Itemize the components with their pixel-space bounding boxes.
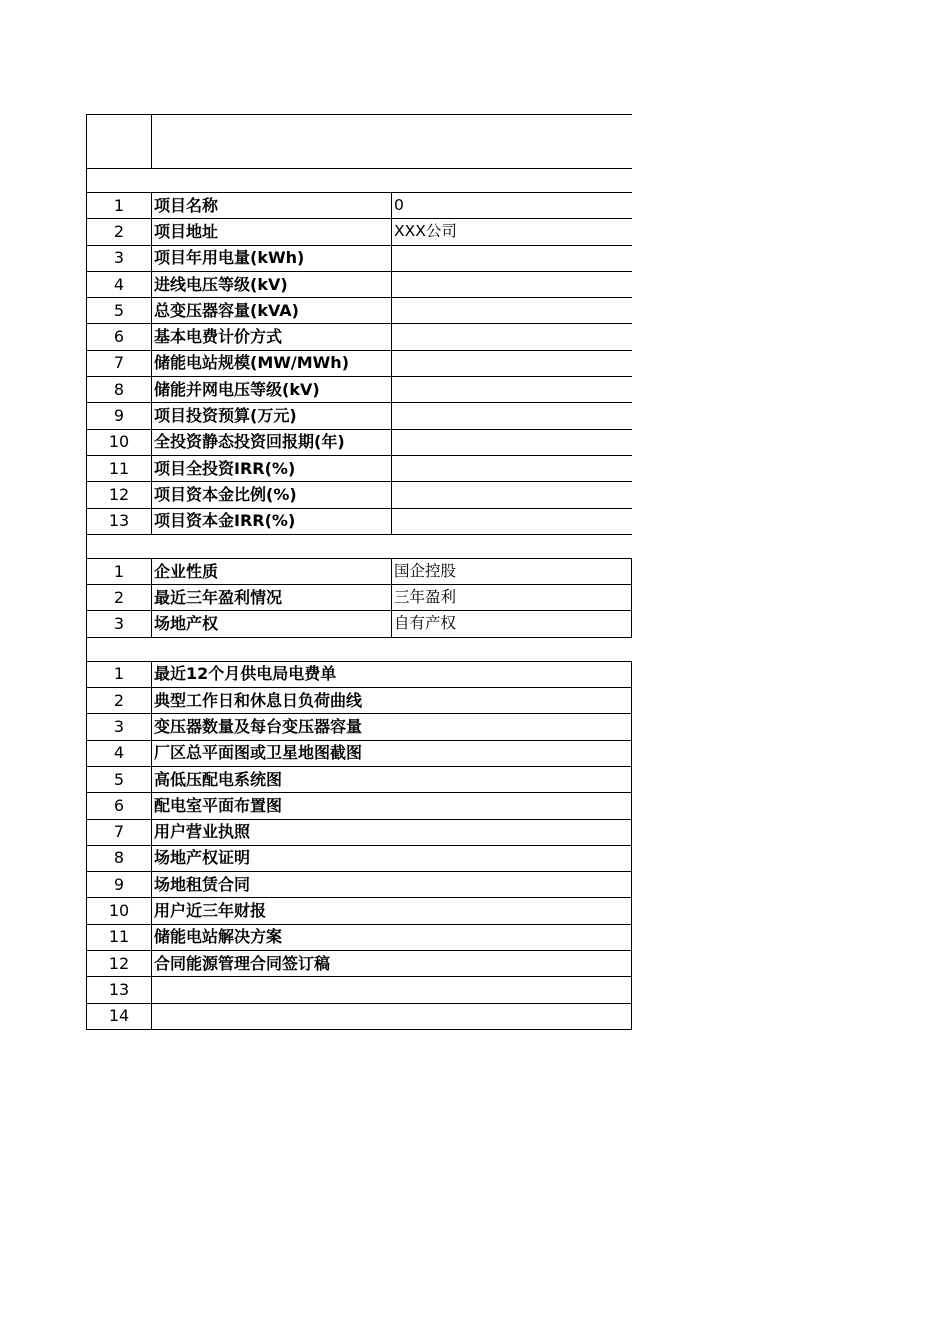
row-label[interactable]: 用户近三年财报 <box>154 901 267 921</box>
row-label[interactable]: 高低压配电系统图 <box>154 769 283 789</box>
row-label: 项目全投资IRR(%) <box>152 456 392 481</box>
row-label[interactable] <box>152 977 631 1002</box>
row-number: 14 <box>87 1004 152 1029</box>
table-row <box>86 272 632 298</box>
row-value[interactable] <box>392 509 632 534</box>
table-row <box>86 793 632 819</box>
row-number: 3 <box>87 246 152 271</box>
row-value[interactable]: XXX公司 <box>394 222 457 241</box>
row-label[interactable]: 用户营业执照 <box>154 822 251 842</box>
row-number: 7 <box>87 351 152 376</box>
row-label[interactable]: 厂区总平面图或卫星地图截图 <box>154 743 363 763</box>
row-label: 项目资本金比例(%) <box>152 482 392 507</box>
row-label: 场地产权 <box>152 611 392 636</box>
row-label: 项目地址 <box>152 219 392 244</box>
table-row <box>86 430 632 456</box>
table-row <box>86 482 632 508</box>
row-label[interactable] <box>152 1004 631 1029</box>
table-row <box>86 509 632 535</box>
row-number: 9 <box>87 403 152 428</box>
row-number: 2 <box>87 219 152 244</box>
table-row <box>86 377 632 403</box>
row-value[interactable]: 国企控股 <box>394 561 457 580</box>
row-value[interactable] <box>392 456 632 481</box>
row-label: 基本电费计价方式 <box>152 324 392 349</box>
table-row <box>86 820 632 846</box>
row-label: 企业性质 <box>152 559 392 584</box>
row-number: 5 <box>87 767 152 792</box>
row-number: 13 <box>87 509 152 534</box>
table-row <box>86 193 632 219</box>
section-spacer-documents <box>86 638 632 662</box>
table-row <box>86 611 632 637</box>
table-row <box>86 246 632 272</box>
table-row <box>86 403 632 429</box>
row-number: 4 <box>87 272 152 297</box>
table-row <box>86 898 632 924</box>
row-label[interactable]: 典型工作日和休息日负荷曲线 <box>154 690 363 710</box>
section-spacer-project <box>86 169 632 193</box>
row-value[interactable] <box>392 377 632 402</box>
row-label: 项目资本金IRR(%) <box>152 509 392 534</box>
row-label: 进线电压等级(kV) <box>152 272 392 297</box>
row-number: 8 <box>87 846 152 871</box>
row-value[interactable] <box>392 246 632 271</box>
row-number: 1 <box>87 662 152 687</box>
row-number: 1 <box>87 559 152 584</box>
row-label[interactable]: 变压器数量及每台变压器容量 <box>154 716 363 736</box>
row-number: 12 <box>87 951 152 976</box>
table-row <box>86 741 632 767</box>
table-row <box>86 688 632 714</box>
table-row <box>86 298 632 324</box>
row-number: 3 <box>87 611 152 636</box>
row-value[interactable] <box>392 482 632 507</box>
row-value[interactable] <box>392 272 632 297</box>
row-label: 储能并网电压等级(kV) <box>152 377 392 402</box>
header-num-cell[interactable] <box>87 115 152 168</box>
header-title-cell[interactable] <box>152 115 632 168</box>
row-value[interactable]: 自有产权 <box>394 614 457 633</box>
row-number: 10 <box>87 898 152 923</box>
row-label: 项目名称 <box>152 193 392 218</box>
spreadsheet <box>86 114 632 1030</box>
row-value[interactable] <box>392 298 632 323</box>
table-row <box>86 872 632 898</box>
row-label[interactable]: 场地产权证明 <box>154 848 251 868</box>
row-number: 4 <box>87 741 152 766</box>
row-label: 总变压器容量(kVA) <box>152 298 392 323</box>
row-number: 6 <box>87 324 152 349</box>
table-row <box>86 324 632 350</box>
table-row <box>86 951 632 977</box>
table-row <box>86 219 632 245</box>
table-row <box>86 662 632 688</box>
row-value[interactable] <box>392 324 632 349</box>
row-value[interactable]: 0 <box>394 195 404 214</box>
row-number: 1 <box>87 193 152 218</box>
row-number: 9 <box>87 872 152 897</box>
row-number: 2 <box>87 585 152 610</box>
row-value[interactable]: 三年盈利 <box>394 588 457 607</box>
project-info-section <box>86 193 632 535</box>
row-number: 6 <box>87 793 152 818</box>
row-label[interactable]: 场地租赁合同 <box>154 874 251 894</box>
table-row <box>86 456 632 482</box>
table-row <box>86 925 632 951</box>
table-row <box>86 977 632 1003</box>
row-label: 储能电站规模(MW/MWh) <box>152 351 392 376</box>
table-row <box>86 767 632 793</box>
row-label: 项目投资预算(万元) <box>152 403 392 428</box>
row-label: 最近三年盈利情况 <box>152 585 392 610</box>
table-row <box>86 714 632 740</box>
row-number: 3 <box>87 714 152 739</box>
company-info-section <box>86 559 632 638</box>
table-row <box>86 351 632 377</box>
table-row <box>86 1004 632 1030</box>
table-row <box>86 585 632 611</box>
row-label[interactable]: 合同能源管理合同签订稿 <box>154 953 331 973</box>
section-spacer-company <box>86 535 632 559</box>
row-label: 项目年用电量(kWh) <box>152 246 392 271</box>
row-number: 2 <box>87 688 152 713</box>
row-value[interactable] <box>392 403 632 428</box>
row-value[interactable] <box>392 351 632 376</box>
documents-section <box>86 662 632 1030</box>
row-label[interactable]: 最近12个月供电局电费单 <box>154 664 337 684</box>
row-number: 10 <box>87 430 152 455</box>
header-row <box>86 114 632 169</box>
row-number: 12 <box>87 482 152 507</box>
row-number: 5 <box>87 298 152 323</box>
row-number: 11 <box>87 925 152 950</box>
row-label[interactable]: 储能电站解决方案 <box>154 927 283 947</box>
row-number: 11 <box>87 456 152 481</box>
row-label[interactable]: 配电室平面布置图 <box>154 795 283 815</box>
row-number: 8 <box>87 377 152 402</box>
table-row <box>86 846 632 872</box>
table-row <box>86 559 632 585</box>
row-value[interactable] <box>392 430 632 455</box>
row-number: 13 <box>87 977 152 1002</box>
row-label: 全投资静态投资回报期(年) <box>152 430 392 455</box>
row-number: 7 <box>87 820 152 845</box>
